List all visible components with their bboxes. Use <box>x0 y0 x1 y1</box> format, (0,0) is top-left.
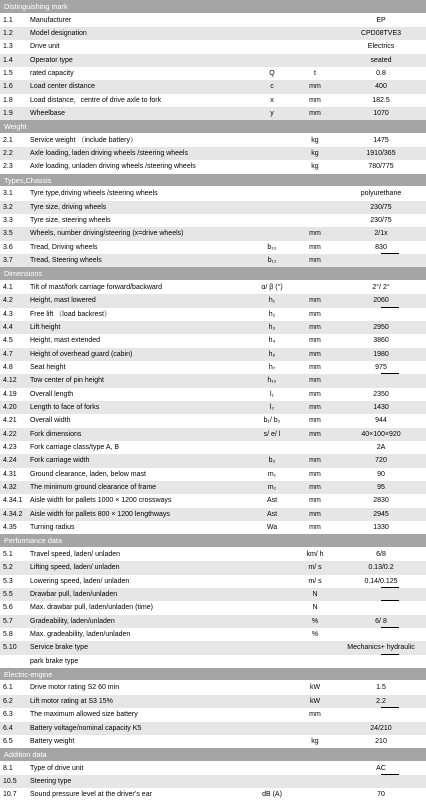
row-description: Ground clearance, laden, below mast <box>30 470 146 478</box>
spec-row <box>0 521 426 534</box>
spec-row <box>0 361 426 374</box>
row-number: 4.32 <box>3 484 17 491</box>
row-description: Turning radius <box>30 524 75 532</box>
row-number: 4.34.1 <box>3 497 23 505</box>
section-header: Performance data <box>0 534 426 548</box>
row-description: Wheelbase <box>30 109 66 117</box>
row-symbol-text: dB (A) <box>262 791 282 799</box>
row-number: 5.2 <box>3 564 13 572</box>
row-unit-text: mm <box>309 310 321 318</box>
row-value-text: 3860 <box>373 337 389 345</box>
row-number: 4.5 <box>3 337 13 345</box>
row-number: 6.5 <box>3 737 13 745</box>
spec-row <box>0 388 426 401</box>
row-value-text: Mechanics+ hydraulic <box>347 644 415 652</box>
spec-row <box>0 441 426 454</box>
row-description: Free lift （load backrest） <box>30 310 111 318</box>
spec-row <box>0 548 426 561</box>
row-description: Fork carriage class/type A, B <box>30 443 120 451</box>
row-value-text: 2.2 <box>376 697 386 705</box>
row-description: Drawbar pull, laden/unladen <box>30 590 118 598</box>
row-symbol-text: x <box>270 96 274 104</box>
row-value-text: AC <box>376 764 386 772</box>
row-symbol-text: h₇ <box>268 363 276 371</box>
row-symbol-text: l₁ <box>270 390 274 398</box>
section-header: Dimensions <box>0 267 426 281</box>
row-unit-text: mm <box>309 711 321 719</box>
spec-row <box>0 735 426 748</box>
row-description: Drive unit <box>30 43 60 51</box>
row-description: Lift height <box>30 323 61 331</box>
row-unit-text: N <box>312 590 318 598</box>
row-unit-text: km/ h <box>306 550 324 558</box>
spec-row <box>0 468 426 481</box>
row-number: 4.4 <box>3 323 13 331</box>
row-number: 6.3 <box>3 711 13 719</box>
row-number: 8.1 <box>3 764 13 772</box>
row-number: 5.7 <box>3 617 13 625</box>
row-description: Travel speed, laden/ unladen <box>30 550 121 558</box>
row-value-text: seated <box>370 56 392 64</box>
row-symbol-text: c <box>270 83 274 91</box>
row-description: Service brake type <box>30 644 88 652</box>
row-description: Gradeability, laden/unladen <box>30 617 115 625</box>
dash-mark <box>381 707 399 708</box>
row-description: The maximum allowed size battery <box>30 711 138 719</box>
spec-row <box>0 454 426 467</box>
section-header: Addition data <box>0 748 426 762</box>
row-description: Load distance，centre of drive axle to fork <box>30 96 162 104</box>
row-value-text: 0.13/0.2 <box>368 564 394 572</box>
row-value-text: CPD08TVE3 <box>360 29 402 37</box>
section-header: Distinguishing mark <box>0 0 426 14</box>
row-value-text: 6/8 <box>376 550 386 558</box>
row-value-text: 1430 <box>373 403 389 411</box>
section-header: Types,Chassis <box>0 174 426 188</box>
row-unit-text: mm <box>309 484 321 491</box>
spec-row <box>0 54 426 67</box>
row-unit-text: mm <box>309 350 321 358</box>
row-unit-text: mm <box>309 297 321 305</box>
row-description: Max. gradeability, laden/unladen <box>30 630 131 638</box>
row-description: Tyre size, driving wheels <box>30 203 107 211</box>
row-description: Sound pressure level at the driver’s ear <box>30 791 152 799</box>
row-number: 4.22 <box>3 430 17 438</box>
spec-row <box>0 508 426 521</box>
row-value-text: 2830 <box>373 497 389 505</box>
row-description: The minimum ground clearance of frame <box>30 484 157 491</box>
row-symbol-text: h₁₀ <box>267 377 277 385</box>
row-number: 1.2 <box>3 29 13 37</box>
row-unit-text: mm <box>309 377 321 385</box>
row-unit-text: mm <box>309 109 321 117</box>
row-value-text: 6/ 8 <box>375 617 387 625</box>
row-symbol-text: l₂ <box>269 403 275 411</box>
row-unit-text: mm <box>309 403 321 411</box>
row-unit-text: mm <box>309 83 321 91</box>
spec-row <box>0 401 426 414</box>
row-number: 1.1 <box>3 16 13 24</box>
spec-row <box>0 615 426 628</box>
row-value-text: 0.8 <box>376 69 386 77</box>
row-value-text: 40×100×920 <box>361 430 401 438</box>
row-value-text: 2945 <box>373 510 389 518</box>
spec-row <box>0 348 426 361</box>
spec-row <box>0 681 426 694</box>
row-unit-text: % <box>311 630 319 638</box>
spec-row <box>0 708 426 721</box>
row-description: Type of drive unit <box>30 764 84 772</box>
row-number: 3.2 <box>3 203 13 211</box>
dash-mark <box>381 587 399 588</box>
spec-row <box>0 628 426 641</box>
dash-mark <box>381 654 399 655</box>
row-description: Service weight （include battery） <box>30 136 137 144</box>
row-description: Fork dimensions <box>30 430 82 438</box>
row-number: 4.31 <box>3 470 17 478</box>
row-number: 3.5 <box>3 230 13 238</box>
row-description: Height, mast extended <box>30 337 101 345</box>
row-value-text: 0.14/0.125 <box>364 577 398 585</box>
spec-row <box>0 214 426 227</box>
spec-row <box>0 788 426 801</box>
row-value-text: 1910/365 <box>366 150 396 158</box>
row-symbol-text: y <box>270 109 274 117</box>
row-value-text: 24/210 <box>370 724 392 732</box>
spec-row <box>0 147 426 160</box>
spec-row <box>0 481 426 494</box>
spec-row <box>0 187 426 200</box>
row-description: Max. drawbar pull, laden/unladen (time) <box>30 604 153 612</box>
row-value-text: 1.5 <box>376 684 386 692</box>
row-unit-text: mm <box>309 430 321 438</box>
row-number: 4.1 <box>3 283 13 291</box>
dash-mark <box>381 627 399 628</box>
row-unit-text: kg <box>311 136 319 144</box>
row-description: Fork carriage width <box>30 457 90 465</box>
row-symbol-text: Wa <box>266 524 278 532</box>
row-number: 1.5 <box>3 69 13 77</box>
row-value-text: 2950 <box>373 323 389 331</box>
spec-row <box>0 494 426 507</box>
row-number: 1.4 <box>3 56 13 64</box>
row-description: Aisle width for pallets 800 × 1200 lengthways <box>30 510 170 518</box>
row-value-text: 780/775 <box>368 163 394 171</box>
row-unit-text: mm <box>309 230 321 238</box>
row-description: Tread, Steering wheels <box>30 257 102 264</box>
row-number: 5.5 <box>3 590 13 598</box>
row-description: Operator type <box>30 56 73 64</box>
row-number: 4.3 <box>3 310 13 318</box>
spec-row <box>0 254 426 267</box>
row-description: Lowering speed, laden/ unladen <box>30 577 130 585</box>
row-symbol-text: b₁₁ <box>267 257 277 264</box>
row-value-text: 1980 <box>373 350 389 358</box>
row-description: Tyre type,driving wheels /steering wheels <box>30 190 158 198</box>
row-description: Steering type <box>30 778 72 786</box>
row-symbol-text: h₄ <box>268 337 276 345</box>
row-number: 4.8 <box>3 363 13 371</box>
row-value-text: 90 <box>377 470 385 478</box>
row-number: 3.3 <box>3 216 13 224</box>
row-symbol-text: h₆ <box>268 350 276 358</box>
row-value-text: 2350 <box>373 390 389 398</box>
row-symbol-text: α/ β (°) <box>261 283 283 291</box>
row-number: 1.6 <box>3 83 13 91</box>
spec-row <box>0 428 426 441</box>
row-description: Load center distance <box>30 83 95 91</box>
spec-row <box>0 281 426 294</box>
section-header: Electric-engine <box>0 668 426 682</box>
row-symbol-text: b₁/ b₂ <box>263 417 281 425</box>
row-number: 5.8 <box>3 630 13 638</box>
spec-row <box>0 94 426 107</box>
row-symbol-text: s/ e/ l <box>263 430 281 438</box>
row-value-text: 1330 <box>373 524 389 532</box>
row-description: Battery weight <box>30 737 75 745</box>
spec-row <box>0 722 426 735</box>
row-description: Aisle width for pallets 1000 × 1200 crossways <box>30 497 172 505</box>
row-value-text: 2°/ 2° <box>372 283 390 291</box>
row-symbol-text: Q <box>269 69 275 77</box>
spec-row <box>0 334 426 347</box>
spec-row <box>0 40 426 53</box>
spec-row <box>0 160 426 173</box>
row-number: 4.20 <box>3 403 17 411</box>
row-value-text: 230/75 <box>370 203 392 211</box>
spec-row <box>0 27 426 40</box>
row-unit-text: kg <box>311 163 319 171</box>
row-value-text: 830 <box>375 243 387 251</box>
row-description: park brake type <box>30 657 79 665</box>
row-unit-text: mm <box>309 417 321 425</box>
dash-mark <box>381 373 399 374</box>
row-number: 4.19 <box>3 390 17 398</box>
row-description: Tyre size, steering wheels <box>30 216 111 224</box>
row-description: Drive motor rating S2 60 min <box>30 684 120 692</box>
row-description: Length to face of forks <box>30 403 100 411</box>
row-description: Lifting speed, laden/ unladen <box>30 564 120 572</box>
row-symbol-text: h₂ <box>268 310 276 318</box>
spec-row <box>0 641 426 654</box>
row-number: 1.9 <box>3 109 13 117</box>
spec-row <box>0 561 426 574</box>
row-value-text: EP <box>376 16 386 24</box>
row-symbol-text: b₃ <box>268 457 276 465</box>
spec-row <box>0 241 426 254</box>
row-number: 4.24 <box>3 457 17 465</box>
row-number: 10.7 <box>3 791 17 799</box>
row-description: Height of overhead guard (cabin) <box>30 350 133 358</box>
row-value-text: 1475 <box>373 136 389 144</box>
spec-row <box>0 321 426 334</box>
row-value-text: 70 <box>377 791 385 799</box>
spec-row <box>0 588 426 601</box>
row-description: Height, mast lowered <box>30 297 96 305</box>
row-unit-text: mm <box>309 497 321 505</box>
row-description: Tow center of pin height <box>30 377 104 385</box>
spec-row <box>0 695 426 708</box>
row-value-text: 2A <box>376 443 386 451</box>
row-description: Model designation <box>30 29 87 37</box>
row-value-text: 400 <box>375 83 387 91</box>
row-number: 5.1 <box>3 550 13 558</box>
spec-row <box>0 414 426 427</box>
spec-row <box>0 14 426 27</box>
row-number: 4.12 <box>3 377 17 385</box>
row-value-text: 95 <box>377 484 385 491</box>
row-number: 1.3 <box>3 43 13 51</box>
spec-row <box>0 107 426 120</box>
row-unit-text: N <box>312 604 318 612</box>
row-value-text: 1070 <box>373 109 389 117</box>
row-number: 10.5 <box>3 778 17 786</box>
row-description: Tread, Driving wheels <box>30 243 98 251</box>
row-value-text: 182.5 <box>372 96 390 104</box>
spec-row <box>0 201 426 214</box>
row-number: 4.7 <box>3 350 13 358</box>
row-unit-text: m/ s <box>308 564 322 572</box>
dash-mark <box>381 253 399 254</box>
row-unit-text: mm <box>309 510 321 518</box>
row-description: Overall length <box>30 390 74 398</box>
spec-row <box>0 575 426 588</box>
section-header: Weight <box>0 120 426 134</box>
row-unit-text: mm <box>309 524 321 532</box>
row-value-text: 944 <box>375 417 387 425</box>
row-unit-text: mm <box>309 323 321 331</box>
row-symbol-text: h₁ <box>268 297 276 305</box>
row-value-text: 230/75 <box>370 216 392 224</box>
row-unit-text: kW <box>309 697 321 705</box>
row-number: 5.6 <box>3 604 13 612</box>
row-unit-text: kg <box>311 150 319 158</box>
row-description: Manufacturer <box>30 16 72 24</box>
row-unit-text: mm <box>309 457 321 465</box>
row-description: Seat height <box>30 363 66 371</box>
row-number: 2.1 <box>3 136 13 144</box>
row-unit-text: mm <box>309 243 321 251</box>
row-number: 6.1 <box>3 684 13 692</box>
row-unit-text: mm <box>309 390 321 398</box>
row-unit-text: % <box>311 617 319 625</box>
row-number: 4.35 <box>3 524 17 532</box>
row-value-text: 975 <box>375 363 387 371</box>
spec-row <box>0 374 426 387</box>
row-description: Axle loading, laden driving wheels /steering wheels <box>30 150 188 158</box>
row-unit-text: kg <box>311 737 319 745</box>
row-value-text: 720 <box>375 457 387 465</box>
row-number: 6.2 <box>3 697 13 705</box>
row-unit-text: mm <box>309 337 321 345</box>
row-unit-text: mm <box>309 470 321 478</box>
row-unit-text: kW <box>309 684 321 692</box>
row-description: Lift motor rating at S3 15% <box>30 697 113 705</box>
row-symbol-text: Ast <box>266 497 278 505</box>
spec-row <box>0 775 426 788</box>
dash-mark <box>381 600 399 601</box>
row-number: 1.8 <box>3 96 13 104</box>
dash-mark <box>381 307 399 308</box>
row-symbol-text: m₂ <box>267 484 277 491</box>
row-description: Battery voltage/nominal capacity K5 <box>30 724 142 732</box>
row-unit-text: t <box>314 69 316 77</box>
row-value-text: 210 <box>375 737 387 745</box>
row-symbol-text: Ast <box>266 510 278 518</box>
row-number: 4.34.2 <box>3 510 23 518</box>
row-number: 3.6 <box>3 243 13 251</box>
row-number: 3.7 <box>3 257 13 264</box>
row-number: 2.3 <box>3 163 13 171</box>
spec-row <box>0 80 426 93</box>
row-number: 6.4 <box>3 724 13 732</box>
row-unit-text: mm <box>309 257 321 264</box>
row-value-text: polyurethane <box>360 190 402 198</box>
row-description: Overall width <box>30 417 71 425</box>
dash-mark <box>381 774 399 775</box>
row-value-text: 2/1x <box>374 230 388 238</box>
row-symbol-text: m₁ <box>267 470 277 478</box>
row-symbol-text: h₃ <box>268 323 276 331</box>
row-description: Wheels, number driving/steering (x=drive wheels) <box>30 230 184 238</box>
spec-row <box>0 308 426 321</box>
row-number: 2.2 <box>3 150 13 158</box>
spec-row <box>0 134 426 147</box>
row-number: 4.21 <box>3 417 17 425</box>
spec-row <box>0 294 426 307</box>
row-value-text: 2060 <box>373 297 389 305</box>
spec-row <box>0 762 426 775</box>
row-unit-text: mm <box>309 363 321 371</box>
row-number: 4.2 <box>3 297 13 305</box>
row-number: 4.23 <box>3 443 17 451</box>
spec-row <box>0 67 426 80</box>
row-description: Tilt of mast/fork carriage forward/backward <box>30 283 163 291</box>
row-value-text: Electrics <box>367 43 395 51</box>
row-description: Axle loading, unladen driving wheels /steering wheels <box>30 163 196 171</box>
row-unit-text: mm <box>309 96 321 104</box>
row-description: rated capacity <box>30 69 74 77</box>
row-symbol-text: b₁₀ <box>267 243 277 251</box>
row-number: 5.3 <box>3 577 13 585</box>
row-number: 5.10 <box>3 644 17 652</box>
spec-row <box>0 227 426 240</box>
row-unit-text: m/ s <box>308 577 322 585</box>
spec-row <box>0 655 426 668</box>
row-number: 3.1 <box>3 190 13 198</box>
spec-row <box>0 601 426 614</box>
